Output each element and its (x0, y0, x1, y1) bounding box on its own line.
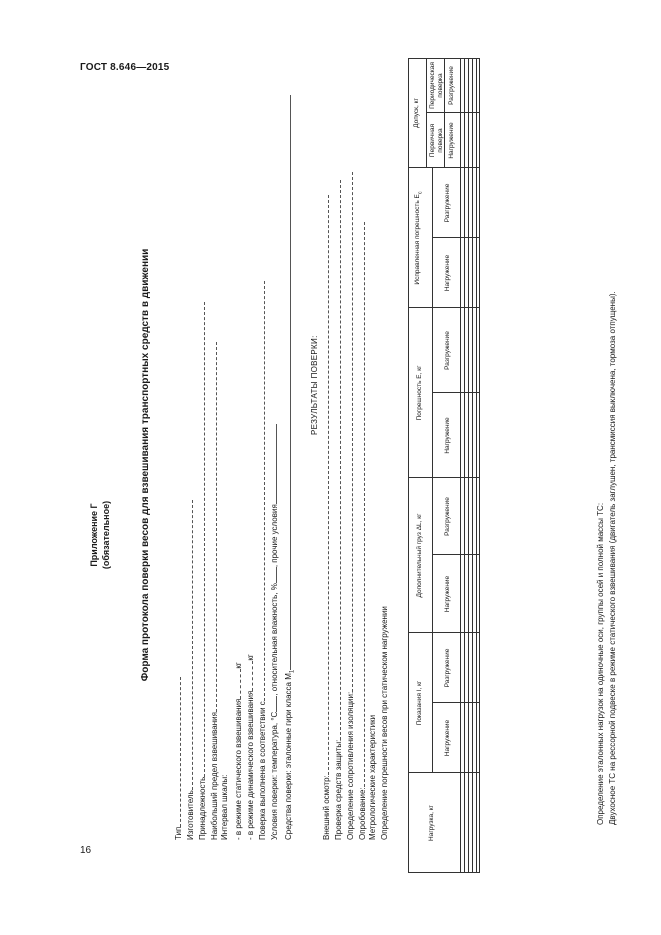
field-manufacturer: Изготовитель (184, 500, 196, 840)
hdr-sub-line (432, 168, 433, 773)
sub-loading: Нагружение (444, 719, 451, 757)
col-primary: Первичная поверка (429, 123, 444, 158)
appendix-title: Приложение Г (89, 503, 99, 567)
col-load: Нагрузка, кг (428, 805, 435, 841)
field-protection: Проверка средств защиты: (332, 180, 344, 840)
row-line-2 (464, 58, 465, 873)
sub-unloading: Разгружение (444, 497, 451, 536)
sub-loading: Нагружение (444, 575, 451, 613)
standard-header: ГОСТ 8.646—2015 (80, 62, 170, 73)
static-interval-line[interactable] (232, 669, 241, 699)
field-metrology: Метрологические характеристики (368, 714, 377, 840)
appendix-status: (обязательное) (101, 500, 111, 570)
field-static-mode: - в режиме статического взвешиваниякг (234, 662, 243, 840)
col-additional: Дополнительный груз ΔL, кг (416, 513, 423, 598)
owner-line[interactable] (196, 302, 205, 777)
field-dynamic-mode: - в режиме динамического взвешиваниякг (246, 654, 255, 840)
row-line-5 (476, 58, 477, 873)
hdr-tol-line (426, 58, 427, 168)
col-error: Погрешность E, кг (416, 365, 423, 421)
table-border-left (408, 872, 480, 873)
field-means: Средства поверки: эталонные гири класса $М_1$ (282, 95, 298, 840)
page-number: 16 (80, 845, 92, 856)
table-border-top (408, 58, 409, 873)
field-error-static: Определение погрешности весов при статическом нагружении (380, 606, 389, 840)
humidity-line[interactable] (268, 567, 277, 583)
col-indication: Показания I, кг (416, 680, 423, 726)
dynamic-interval-line[interactable] (244, 661, 253, 691)
row-line-4 (472, 58, 473, 873)
external-line[interactable] (320, 195, 329, 775)
sub-unloading: Разгружение (448, 66, 455, 105)
sub-loading: Нагружение (444, 254, 451, 292)
col-tolerance: Допуск, кг (413, 98, 420, 128)
sub-loading: Нагружение (448, 122, 455, 159)
results-table (408, 58, 480, 873)
field-conditions: Условия поверки: температура, °С, относительная влажность, %, прочие условия (268, 424, 280, 840)
field-scale-interval: Интервал шкалы: (220, 774, 229, 840)
field-testing: Опробование: (356, 222, 368, 840)
appendix-heading (88, 465, 112, 605)
manufacturer-line[interactable] (184, 500, 193, 790)
sub-unloading: Разгружение (444, 183, 451, 223)
means-line[interactable] (282, 95, 291, 670)
col-corrected: Исправленная погрешность $E_c$ (414, 191, 424, 285)
field-external: Внешний осмотр: (320, 195, 332, 840)
testing-line[interactable] (356, 222, 365, 787)
results-title: РЕЗУЛЬТАТЫ ПОВЕРКИ: (310, 335, 319, 435)
field-type: Тип (172, 677, 184, 840)
sub-unloading: Разгружение (444, 648, 451, 688)
footer-line-2: Двухосное ТС на рессорной подвеске в режиме статического взвешивания (двигатель заглушен, трансмиссия выключена, тормоза отпущены). (608, 291, 617, 825)
temp-line[interactable] (268, 696, 277, 712)
max-capacity-line[interactable] (208, 342, 217, 712)
field-insulation: Определение сопротивления изоляции: (344, 172, 356, 840)
row-line-1 (460, 58, 461, 873)
verification-line[interactable] (256, 281, 265, 701)
row-line-3 (468, 58, 469, 873)
protection-line[interactable] (332, 180, 341, 740)
other-conditions-line[interactable] (268, 424, 277, 504)
table-border-bottom (479, 58, 480, 873)
field-max-capacity: Наибольший предел взвешивания (208, 342, 220, 840)
sub-unloading: Разгружение (444, 331, 451, 370)
sub-loading: Нагружение (444, 417, 451, 454)
type-line[interactable] (172, 677, 181, 827)
footer-line-1: Определение эталонных нагрузок на одиночные оси, группы осей и полной массы ТС: (596, 502, 605, 825)
col-periodic: Периодическая поверка (429, 62, 444, 109)
field-verification-per: Поверка выполнена в соответствии с (256, 281, 268, 840)
form-title: Форма протокола поверки весов для взвешивания транспортных средств в движении (140, 248, 151, 682)
insulation-line[interactable] (344, 172, 353, 692)
field-owner: Принадлежность (196, 302, 208, 840)
